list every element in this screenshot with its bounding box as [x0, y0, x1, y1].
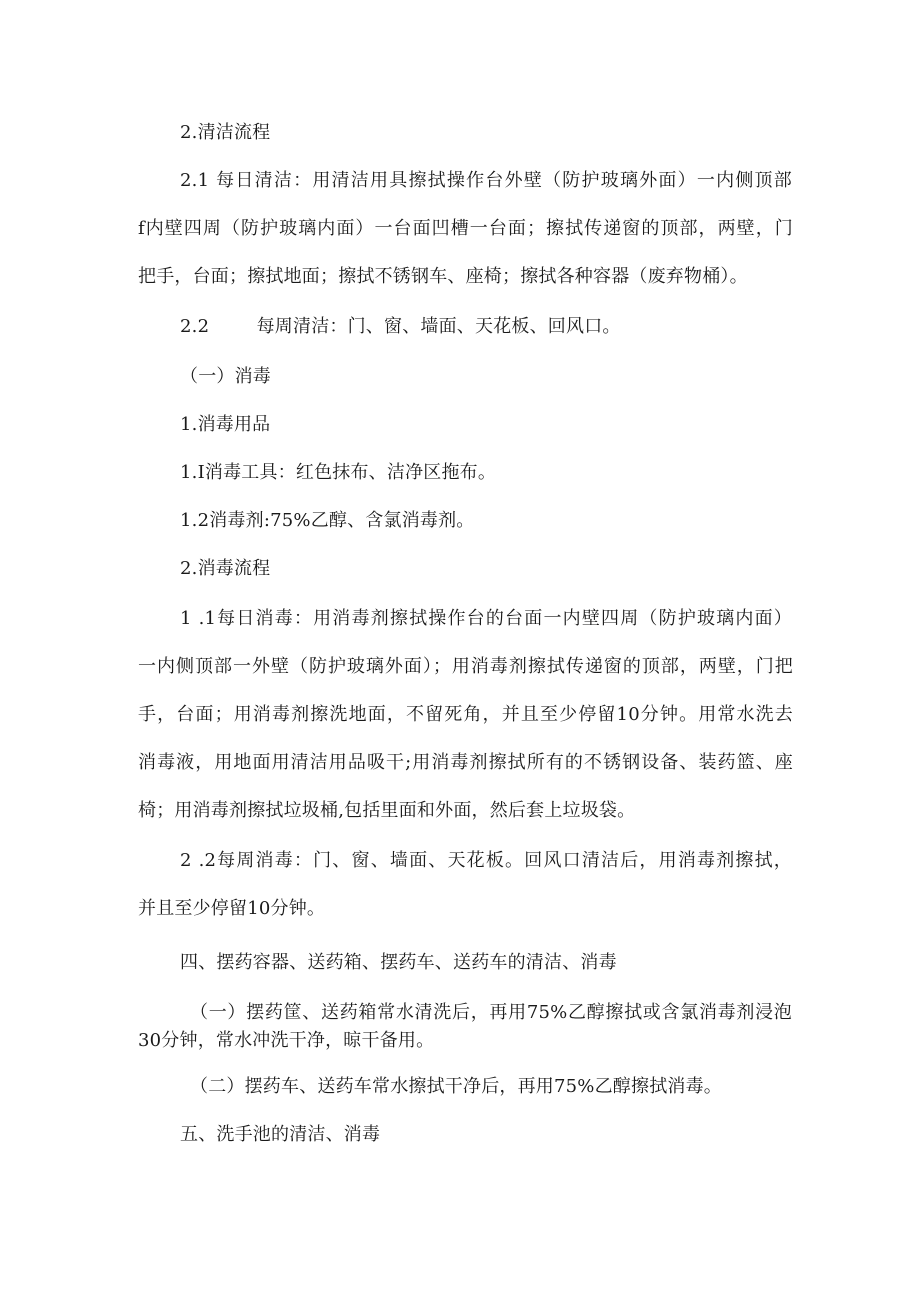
paragraph-container-cleaning-line-2: 30分钟，常水冲洗干净，晾干备用。	[138, 1030, 435, 1051]
paragraph-daily-disinfection-line-5: 椅；用消毒剂擦拭垃圾桶,包括里面和外面，然后套上垃圾袋。	[138, 800, 636, 821]
paragraph-daily-disinfection-line-3: 手，台面；用消毒剂擦洗地面，不留死角，并且至少停留10分钟。用常水洗去	[138, 704, 793, 725]
paragraph-daily-disinfection-line-1: 1 .1每日消毒：用消毒剂擦拭操作台的台面一内壁四周（防护玻璃内面）	[180, 608, 792, 629]
paragraph-daily-cleaning-line-2: f内壁四周（防护玻璃内面）一台面凹槽一台面；擦拭传递窗的顶部，两壁，门	[138, 218, 793, 239]
paragraph-weekly-disinfection-line-1: 2 .2每周消毒：门、窗、墙面、天花板。回风口清洁后，用消毒剂擦拭，	[180, 850, 792, 871]
section-heading-cleaning-process: 2.清洁流程	[180, 122, 271, 143]
paragraph-weekly-disinfection-line-2: 并且至少停留10分钟。	[138, 898, 326, 919]
section-heading-disinfection: （一）消毒	[180, 366, 271, 387]
subheading-disinfection-process: 2.消毒流程	[180, 558, 271, 579]
paragraph-daily-cleaning-line-3: 把手，台面；擦拭地面；擦拭不锈钢车、座椅；擦拭各种容器（废弃物桶）。	[138, 266, 748, 287]
section-heading-container-cleaning: 四、摆药容器、送药箱、摆药车、送药车的清洁、消毒	[180, 952, 617, 973]
paragraph-container-cleaning-line-1: （一）摆药筐、送药箱常水清洗后，再用75%乙醇擦拭或含氯消毒剂浸泡	[190, 1002, 792, 1023]
item-disinfection-tools: 1.I消毒工具：红色抹布、洁净区拖布。	[180, 462, 497, 483]
item-disinfectants: 1.2消毒剂:75%乙醇、含氯消毒剂。	[180, 510, 475, 531]
subheading-disinfection-supplies: 1.消毒用品	[180, 414, 271, 435]
paragraph-cart-cleaning: （二）摆药车、送药车常水擦拭干净后，再用75%乙醇擦拭消毒。	[190, 1076, 723, 1097]
paragraph-daily-disinfection-line-4: 消毒液，用地面用清洁用品吸干;用消毒剂擦拭所有的不锈钢设备、装药篮、座	[138, 752, 793, 773]
paragraph-daily-disinfection-line-2: 一内侧顶部一外壁（防护玻璃外面）；用消毒剂擦拭传递窗的顶部，两壁，门把	[138, 656, 793, 677]
section-heading-handwashing-sink: 五、洗手池的清洁、消毒	[180, 1124, 381, 1145]
paragraph-weekly-cleaning: 2.2 每周清洁：门、窗、墙面、天花板、回风口。	[180, 316, 621, 337]
paragraph-daily-cleaning-line-1: 2.1 每日清洁：用清洁用具擦拭操作台外壁（防护玻璃外面）一内侧顶部	[180, 170, 792, 191]
